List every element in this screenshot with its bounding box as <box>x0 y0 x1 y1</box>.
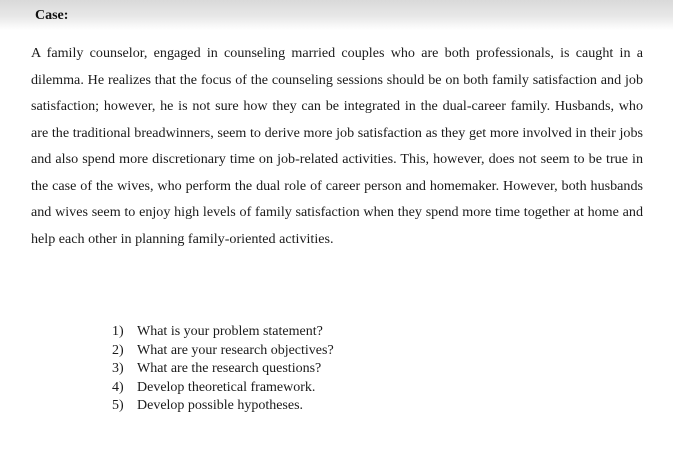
case-paragraph: A family counselor, engaged in counseling married couples who are both professionals, is caught in a dilemma. He realizes that the focus of the counseling sessions should be on both family satisfaction and job satisfaction; however, he is not sure how they can be integrated in the dual-career family. Husbands, who are the traditional breadwinners, seem to derive more job satisfaction as they get more involved in their jobs and also spend more discretionary time on job-related activities. This, however, does not seem to be true in the case of the wives, who perform the dual role of career person and homemaker. However, both husbands and wives seem to enjoy high levels of family satisfaction when they spend more time together at home and help each other in planning family-oriented activities. <box>31 45 643 247</box>
question-item <box>112 323 334 342</box>
question-text: What is your problem statement? <box>137 324 323 339</box>
question-item <box>112 342 334 361</box>
question-number: 5) <box>112 398 124 414</box>
question-number: 4) <box>112 379 124 395</box>
question-item <box>112 360 334 379</box>
question-item <box>112 397 334 416</box>
question-text: What are your research objectives? <box>137 342 334 358</box>
question-text: What are the research questions? <box>137 361 322 377</box>
question-number: 1) <box>112 324 124 339</box>
question-item <box>112 379 334 398</box>
question-number: 3) <box>112 361 124 377</box>
question-number: 2) <box>112 342 124 358</box>
header-strip <box>0 0 673 30</box>
case-heading: Case: <box>35 8 69 23</box>
question-text: Develop possible hypotheses. <box>137 398 304 414</box>
question-list <box>112 323 334 416</box>
question-text: Develop theoretical framework. <box>137 379 316 395</box>
